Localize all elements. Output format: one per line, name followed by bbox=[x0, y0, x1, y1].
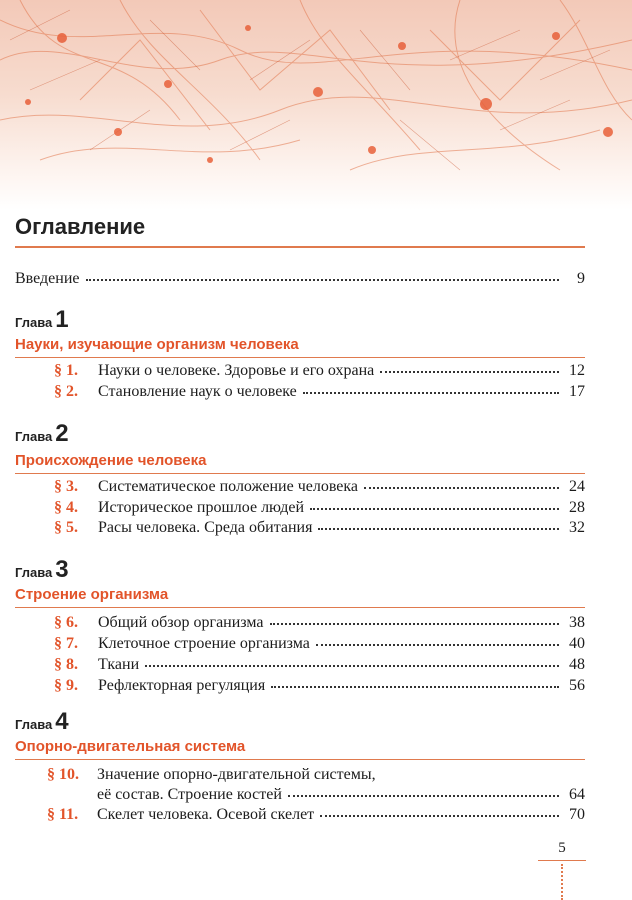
toc-entry-page: 48 bbox=[569, 656, 585, 673]
chapter-divider bbox=[15, 607, 585, 608]
toc-entry-label: Расы человека. Среда обитания bbox=[98, 519, 313, 536]
toc-entry-page: 70 bbox=[569, 806, 585, 823]
page-title: Оглавление bbox=[15, 214, 146, 239]
toc-entry-s5[interactable] bbox=[54, 517, 585, 538]
section-number: § 9. bbox=[54, 677, 78, 694]
section-number: § 5. bbox=[54, 519, 78, 536]
folio-divider bbox=[538, 860, 586, 861]
section-number: § 4. bbox=[54, 499, 78, 516]
leader-dots bbox=[270, 610, 559, 625]
chapter-title-4[interactable]: Опорно-двигательная система bbox=[15, 738, 246, 755]
toc-entry-s6[interactable] bbox=[54, 612, 585, 633]
chapter-heading-4 bbox=[15, 708, 69, 736]
chapter-number: 2 bbox=[55, 420, 69, 447]
chapter-number: 3 bbox=[55, 556, 69, 583]
chapter-heading-2 bbox=[15, 420, 69, 448]
section-number: § 8. bbox=[54, 656, 78, 673]
chapter-heading-3 bbox=[15, 556, 69, 584]
toc-entry-page: 9 bbox=[577, 270, 585, 287]
leader-dots bbox=[288, 782, 559, 797]
toc-entry-s7[interactable] bbox=[54, 633, 585, 654]
toc-entry-s3[interactable] bbox=[54, 476, 585, 497]
leader-dots bbox=[364, 474, 559, 489]
toc-entry-label: Становление наук о человеке bbox=[98, 383, 297, 400]
toc-entry-page: 28 bbox=[569, 499, 585, 516]
leader-dots bbox=[310, 495, 559, 510]
toc-entry-label: Науки о человеке. Здоровье и его охрана bbox=[98, 362, 375, 379]
toc-entry-s9[interactable] bbox=[54, 675, 585, 696]
leader-dots bbox=[380, 358, 559, 373]
folio-dotted-line bbox=[561, 864, 563, 900]
toc-entry-label: Скелет человека. Осевой скелет bbox=[97, 806, 315, 823]
section-number: § 11. bbox=[47, 806, 79, 823]
chapter-number: 1 bbox=[55, 306, 69, 333]
toc-entry-label: Значение опорно-двигательной системы, bbox=[97, 766, 376, 783]
neuron-fibers-illustration bbox=[0, 0, 632, 210]
chapter-title-2[interactable]: Происхождение человека bbox=[15, 452, 207, 469]
section-number: § 2. bbox=[54, 383, 78, 400]
toc-entry-page: 56 bbox=[569, 677, 585, 694]
toc-entry-s1[interactable] bbox=[54, 360, 585, 381]
chapter-divider bbox=[15, 759, 585, 760]
toc-entry-label: Общий обзор организма bbox=[98, 614, 264, 631]
leader-dots bbox=[271, 673, 559, 688]
leader-dots bbox=[320, 802, 559, 817]
chapter-title-3[interactable]: Строение организма bbox=[15, 586, 169, 603]
toc-entry-page: 64 bbox=[569, 786, 585, 803]
toc-entry-label: Ткани bbox=[98, 656, 140, 673]
toc-entry-s2[interactable] bbox=[54, 381, 585, 402]
chapter-title-1[interactable]: Науки, изучающие организм человека bbox=[15, 336, 299, 353]
toc-entry-page: 38 bbox=[569, 614, 585, 631]
section-number: § 10. bbox=[47, 766, 79, 783]
toc-entry-label: Историческое прошлое людей bbox=[98, 499, 304, 516]
page-number: 5 bbox=[558, 840, 566, 856]
section-number: § 6. bbox=[54, 614, 78, 631]
leader-dots bbox=[145, 652, 559, 667]
chapter-word: Глава bbox=[15, 565, 53, 580]
chapter-word: Глава bbox=[15, 717, 53, 732]
toc-entry-page: 12 bbox=[569, 362, 585, 379]
toc-entry-label: Рефлекторная регуляция bbox=[98, 677, 266, 694]
toc-entry-page: 17 bbox=[569, 383, 585, 400]
section-number: § 1. bbox=[54, 362, 78, 379]
leader-dots bbox=[316, 631, 559, 646]
header-illustration bbox=[0, 0, 632, 210]
toc-entry-page: 40 bbox=[569, 635, 585, 652]
leader-dots bbox=[86, 266, 560, 281]
toc-entry-page: 24 bbox=[569, 478, 585, 495]
leader-dots bbox=[318, 515, 559, 530]
toc-entry-page: 32 bbox=[569, 519, 585, 536]
toc-entry-intro[interactable] bbox=[15, 268, 585, 289]
chapter-heading-1 bbox=[15, 306, 69, 334]
chapter-word: Глава bbox=[15, 315, 53, 330]
toc-entry-label: Систематическое положение человека bbox=[98, 478, 359, 495]
section-number: § 7. bbox=[54, 635, 78, 652]
chapter-number: 4 bbox=[55, 708, 69, 735]
toc-entry-label: Введение bbox=[15, 270, 80, 287]
toc-entry-label: Клеточное строение организма bbox=[98, 635, 310, 652]
section-number: § 3. bbox=[54, 478, 78, 495]
chapter-word: Глава bbox=[15, 429, 53, 444]
toc-entry-label: её состав. Строение костей bbox=[97, 786, 282, 803]
title-divider bbox=[15, 246, 585, 248]
leader-dots bbox=[303, 379, 559, 394]
toc-entry-s8[interactable] bbox=[54, 654, 585, 675]
toc-entry-s11[interactable] bbox=[47, 804, 585, 825]
